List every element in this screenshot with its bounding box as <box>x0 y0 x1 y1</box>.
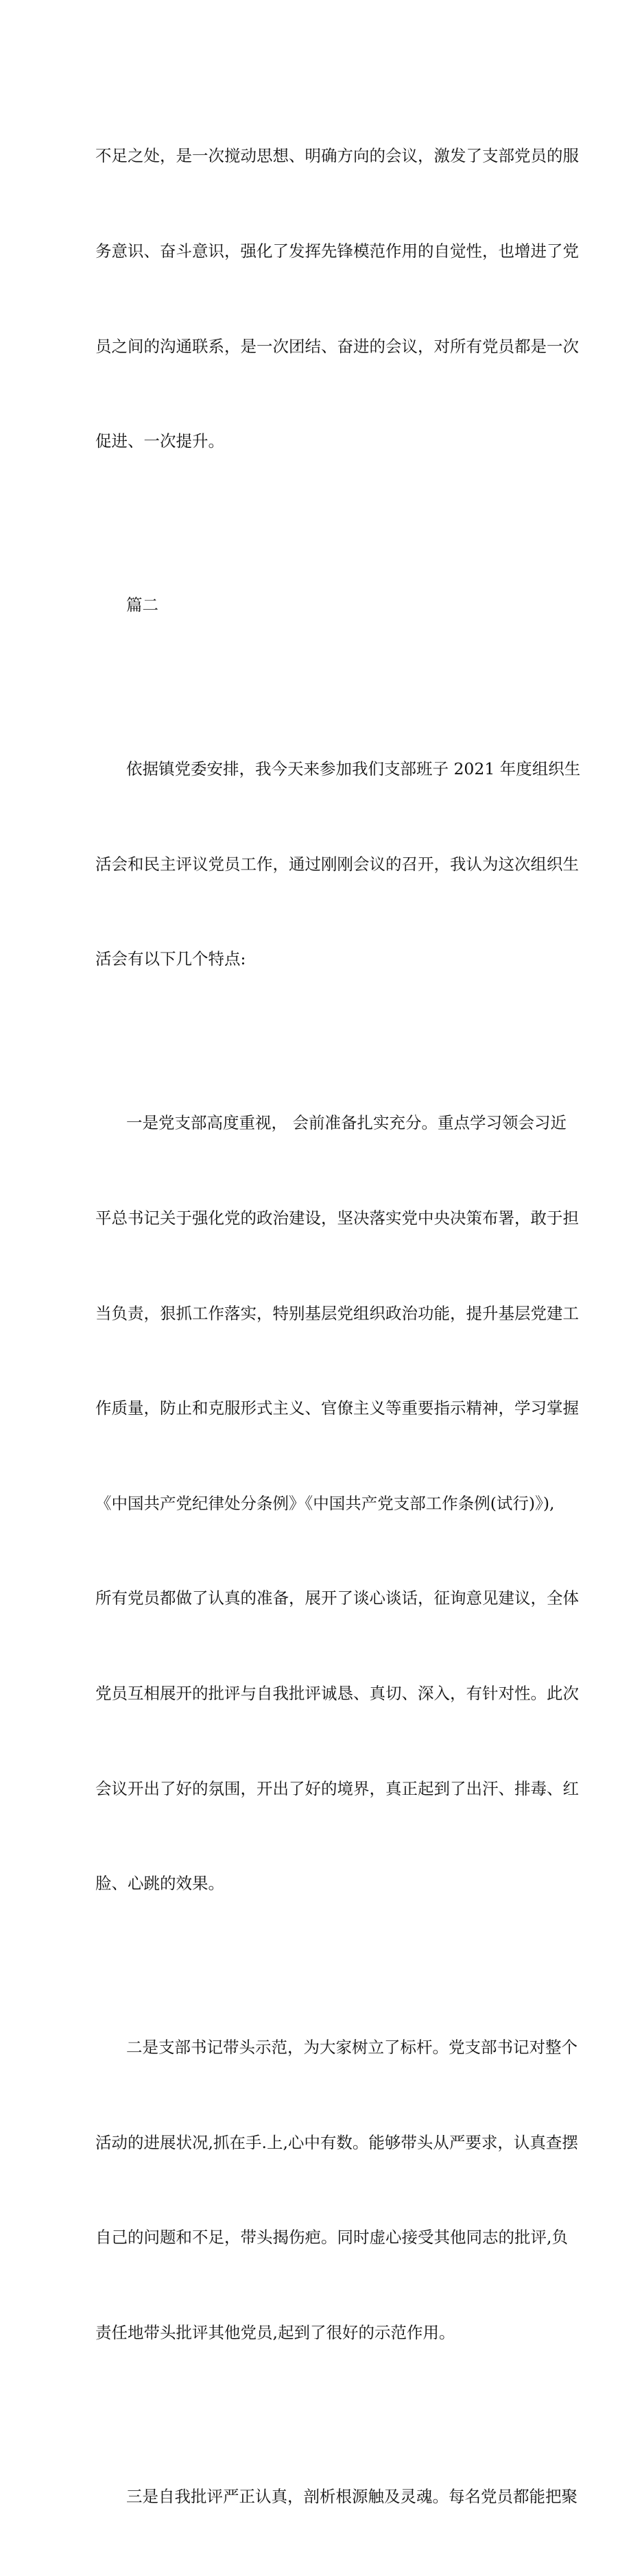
text-line: 作质量，防止和克服形式主义、官僚主义等重要指示精神，学习掌握 <box>95 1398 579 1418</box>
text-line: 活会和民主评议党员工作，通过刚刚会议的召开，我认为这次组织生 <box>95 854 579 874</box>
paragraph-point-two <box>95 1968 578 2412</box>
text-line: 党员互相展开的批评与自我批评诚恳、真切、深入，有针对性。此次 <box>95 1683 579 1703</box>
text-line: 责任地带头批评其他党员,起到了很好的示范作用。 <box>95 2322 455 2342</box>
document-body <box>95 77 581 2576</box>
text-line: 三是自我批评严正认真，剖析根源触及灵魂。每名党员都能把聚 <box>126 2486 578 2506</box>
paragraph-point-three <box>95 2418 578 2576</box>
text-line: 会议开出了好的氛围，开出了好的境界，真正起到了出汗、排毒、红 <box>95 1778 579 1798</box>
text-line: 《中国共产党纪律处分条例》《中国共产党支部工作条例(试行)》), <box>95 1493 555 1513</box>
text-line: 一是党支部高度重视， 会前准备扎实充分。重点学习领会习近 <box>126 1113 567 1133</box>
text-line: 自己的问题和不足，带头揭伤疤。同时虚心接受其他同志的批评,负 <box>95 2228 568 2247</box>
text-line: 平总书记关于强化党的政治建设，坚决落实党中央决策布署，敢于担 <box>95 1208 579 1228</box>
text-line: 活会有以下几个特点: <box>95 949 246 969</box>
paragraph-conclusion <box>95 77 579 521</box>
text-line: 当负责，狠抓工作落实，特别基层党组织政治功能，提升基层党建工 <box>95 1303 579 1323</box>
text-line: 促进、一次提升。 <box>95 431 224 451</box>
paragraph-point-one <box>95 1044 579 1963</box>
section-title: 篇二 <box>126 595 158 615</box>
paragraph-intro <box>95 690 581 1038</box>
section-heading <box>95 526 548 684</box>
text-line: 依据镇党委安排，我今天来参加我们支部班子 2021 年度组织生 <box>126 759 581 779</box>
text-line: 不足之处，是一次搅动思想、明确方向的会议，激发了支部党员的服 <box>95 146 579 166</box>
text-line: 员之间的沟通联系，是一次团结、奋进的会议，对所有党员都是一次 <box>95 336 579 356</box>
text-line: 脸、心跳的效果。 <box>95 1874 224 1894</box>
text-line: 所有党员都做了认真的准备，展开了谈心谈话，征询意见建议，全体 <box>95 1588 579 1608</box>
text-line: 二是支部书记带头示范，为大家树立了标杆。党支部书记对整个 <box>126 2038 578 2058</box>
text-line: 务意识、奋斗意识，强化了发挥先锋模范作用的自觉性，也增进了党 <box>95 241 579 261</box>
text-line: 活动的进展状况,抓在手.上,心中有数。能够带头从严要求，认真查摆 <box>95 2132 578 2152</box>
